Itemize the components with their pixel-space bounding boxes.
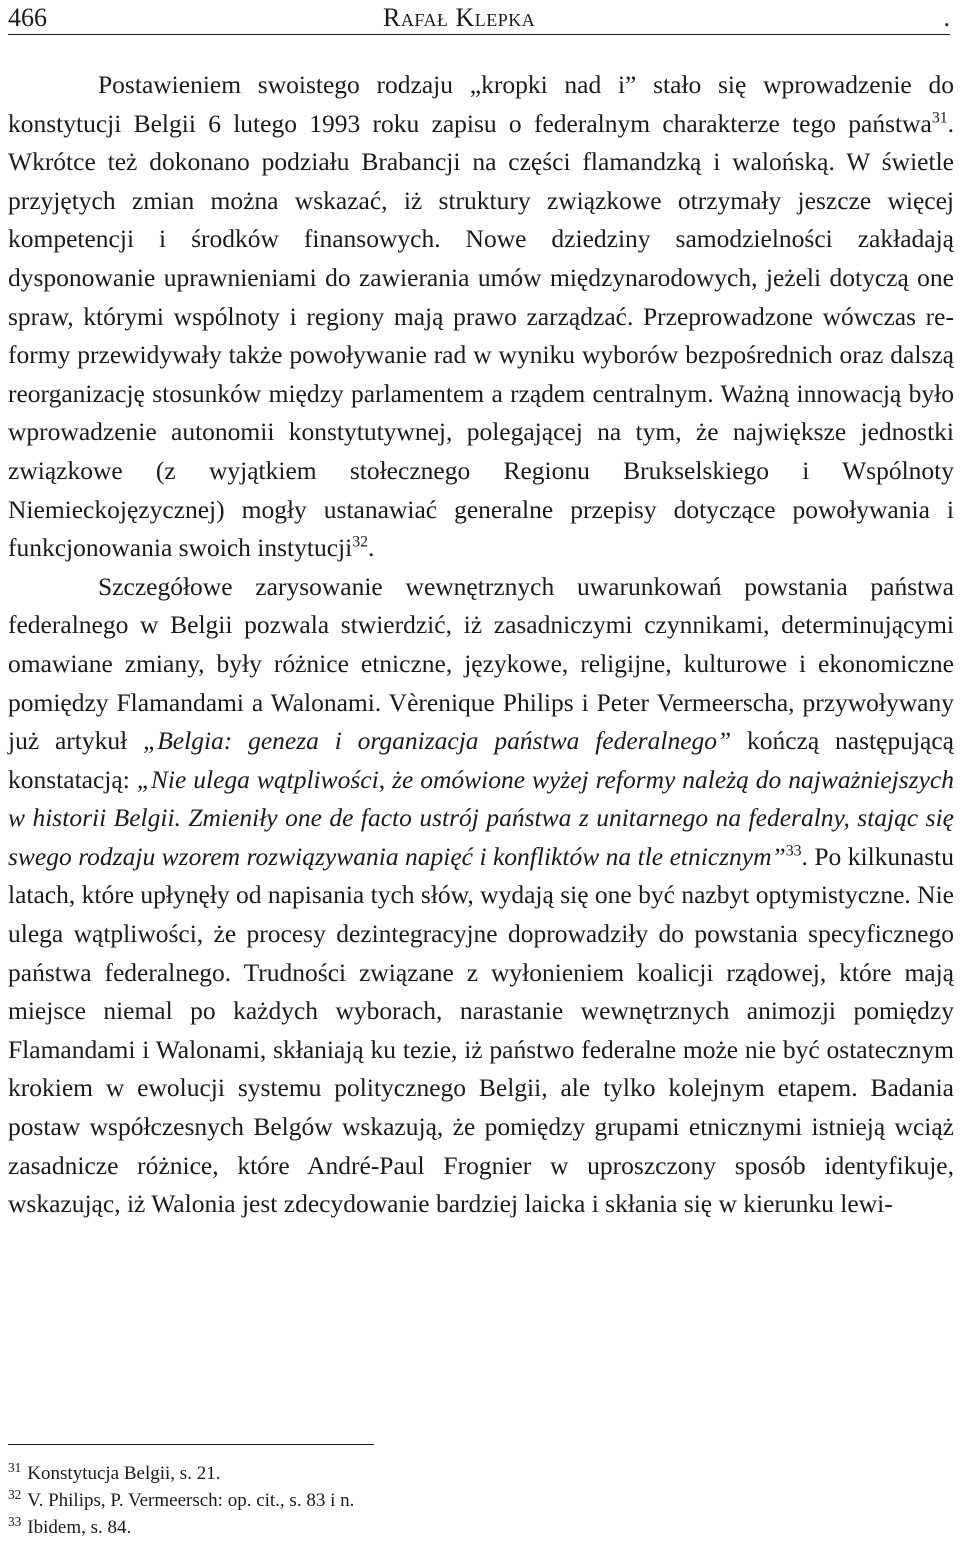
- running-head-author: Rafał Klepka: [383, 3, 536, 32]
- footnote-number: 31: [8, 1459, 22, 1475]
- paragraph-text: .: [368, 533, 375, 563]
- paragraph-text: . Wkrótce też dokonano podziału Brabancji na części flamandzką i walońską. W świetle przyjętych zmian można wskazać, iż struktury związkowe otrzymały jeszcze więcej kompetencji i środków finansowych. Nowe dziedziny samodzielności zakładają dysponowanie uprawnieniami do zawierania umów międzynarodowych, jeżeli dotyczą one spraw, którymi wspólnoty i regiony mają prawo zarządzać. Przeprowadzone wówczas reformy przewidywały także powoływanie rad w wyniku wyborów bezpośrednich oraz dalszą reorganizację stosunków między parlamentem a rządem centralnym. Ważną innowacją było wprowadzenie autonomii konstytutywnej, polegającej na tym, że największe jednostki związkowe (z wyjątkiem stołecznego Regionu Brukselskiego i Wspólnoty Niemieckojęzycznej) mogły ustanawiać generalne przepisy dotyczące powoływania i funkcjonowania swoich instytucji: [8, 108, 954, 563]
- footnote-text: Ibidem, s. 84.: [27, 1517, 132, 1538]
- footnote: [8, 1514, 954, 1541]
- footnote-reference: 31: [931, 109, 948, 127]
- quoted-text: „Belgia: geneza i organizacja państwa federalnego”: [143, 726, 732, 756]
- paragraph-text: kończą następującą konstatacją:: [8, 726, 954, 794]
- footnote-number: 32: [8, 1486, 22, 1502]
- footnote-separator: [8, 1444, 374, 1445]
- footnote-number: 33: [8, 1513, 22, 1529]
- header-rule: [8, 34, 950, 35]
- running-header: [8, 2, 950, 36]
- quoted-text: „Nie ulega wątpliwości, że omówione wyżej reformy należą do najważniejszych w historii Belgii. Zmieniły one de facto ustrój państwa z unitarnego na federalny, stając się swego rodzaju wzorem rozwiązywania napięć i konfliktów na tle etnicznym”: [8, 764, 954, 871]
- footnote-text: V. Philips, P. Vermeersch: op. cit., s. 83 i n.: [27, 1490, 355, 1511]
- footnote: [8, 1460, 954, 1487]
- footnote-reference: 33: [785, 842, 802, 860]
- footnote-text: Konstytucja Belgii, s. 21.: [27, 1463, 221, 1484]
- paragraph-text: . Po kilkunastu latach, które upłynęły od napisania tych słów, wydają się one być nazbyt optymistyczne. Nie ulega wątpliwości, że procesy dezintegracyjne doprowadziły do powstania specyficznego państwa federalnego. Trudności związane z wyłonieniem koalicji rządowej, które mają miejsce niemal po każdych wyborach, narastanie wewnętrznych animozji pomiędzy Flamandami i Walonami, skłaniają ku tezie, iż państwo federalne może nie być ostatecznym krokiem w ewolucji systemu politycznego Belgii, ale tylko kolejnym etapem. Badania postaw współczesnych Belgów wskazują, że pomiędzy grupami etnicznymi istnieją wciąż zasadnicze różnice, które André-Paul Frognier w uproszczony sposób identyfikuje, wskazując, iż Walonia jest zdecydowanie bardziej laicka i skłania się w kierunku lewi-: [8, 841, 954, 1219]
- page-number: 466: [8, 3, 47, 32]
- footnote: [8, 1487, 954, 1514]
- paragraph-text: Szczegółowe zarysowanie wewnętrznych uwarunkowań powstania państwa federalnego w Belgii pozwala stwierdzić, iż zasadniczymi czynnikami, determinującymi omawiane zmiany, były różnice etniczne, językowe, religijne, kulturowe i ekonomiczne pomiędzy Flamandami a Walonami. Vèrenique Philips i Peter Vermeerscha, przywoływany już artykuł: [8, 571, 954, 756]
- paragraph: [8, 568, 954, 1224]
- paragraph: [8, 66, 954, 568]
- paragraph-text: Postawieniem swoistego rodzaju „kropki nad i” stało się wprowadzenie do konstytucji Belgii 6 lutego 1993 roku zapisu o federalnym charakterze tego państwa: [8, 70, 954, 138]
- footnotes: [8, 1460, 954, 1541]
- footnote-reference: 32: [352, 533, 368, 551]
- running-head-mark: .: [943, 3, 950, 32]
- body-text: [8, 66, 954, 1224]
